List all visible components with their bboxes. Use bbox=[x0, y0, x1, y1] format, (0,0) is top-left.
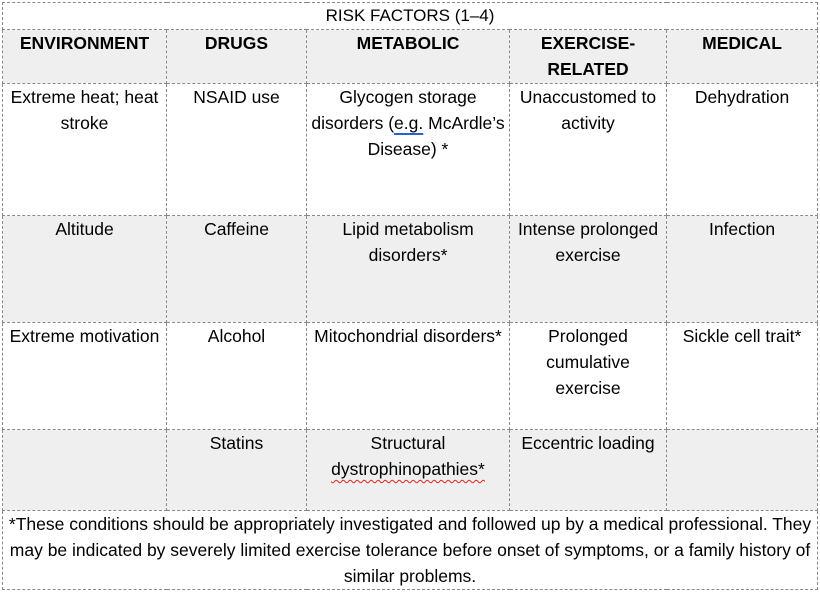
cell-medical bbox=[667, 430, 818, 511]
cell-medical: Sickle cell trait* bbox=[667, 323, 818, 430]
header-medical: MEDICAL bbox=[667, 30, 818, 84]
table-row bbox=[3, 323, 818, 430]
cell-environment bbox=[3, 430, 167, 511]
cell-environment: Extreme heat; heat stroke bbox=[3, 84, 167, 216]
cell-environment: Extreme motivation bbox=[3, 323, 167, 430]
cell-metabolic-text-pre: Glycogen storage disorders ( bbox=[311, 87, 477, 133]
table-title: RISK FACTORS (1–4) bbox=[3, 3, 818, 30]
cell-drugs: NSAID use bbox=[167, 84, 307, 216]
footnote-row bbox=[3, 511, 818, 590]
table-row bbox=[3, 430, 818, 511]
header-metabolic: METABOLIC bbox=[307, 30, 510, 84]
risk-factors-table bbox=[2, 2, 818, 590]
footnote: *These conditions should be appropriately investigated and followed up by a medical professional. They may be indicated by severely limited exercise tolerance before onset of symptoms, or a family history of similar problems. bbox=[3, 511, 818, 590]
header-exercise-line1: EXERCISE- bbox=[540, 33, 636, 53]
cell-metabolic-text-post: McArdle’s Disease) * bbox=[367, 113, 505, 159]
cell-medical: Dehydration bbox=[667, 84, 818, 216]
header-environment: ENVIRONMENT bbox=[3, 30, 167, 84]
cell-drugs: Statins bbox=[167, 430, 307, 511]
cell-drugs: Caffeine bbox=[167, 216, 307, 323]
header-exercise-related bbox=[510, 30, 667, 84]
header-exercise-line2: RELATED bbox=[547, 59, 629, 79]
title-row bbox=[3, 3, 818, 30]
cell-metabolic: Mitochondrial disorders* bbox=[307, 323, 510, 430]
table-row bbox=[3, 216, 818, 323]
cell-drugs: Alcohol bbox=[167, 323, 307, 430]
cell-environment: Altitude bbox=[3, 216, 167, 323]
cell-metabolic: Lipid metabolism disorders* bbox=[307, 216, 510, 323]
spelling-flag-dystrophinopathies: dystrophinopathies* bbox=[331, 459, 485, 479]
cell-metabolic-line1: Structural bbox=[370, 433, 446, 453]
cell-exercise: Unaccustomed to activity bbox=[510, 84, 667, 216]
table-row bbox=[3, 84, 818, 216]
cell-exercise: Eccentric loading bbox=[510, 430, 667, 511]
cell-metabolic bbox=[307, 84, 510, 216]
cell-exercise: Intense prolonged exercise bbox=[510, 216, 667, 323]
header-drugs: DRUGS bbox=[167, 30, 307, 84]
grammar-flag-eg: e.g. bbox=[394, 113, 424, 133]
cell-medical: Infection bbox=[667, 216, 818, 323]
cell-metabolic bbox=[307, 430, 510, 511]
header-row bbox=[3, 30, 818, 84]
cell-exercise: Prolonged cumulative exercise bbox=[510, 323, 667, 430]
